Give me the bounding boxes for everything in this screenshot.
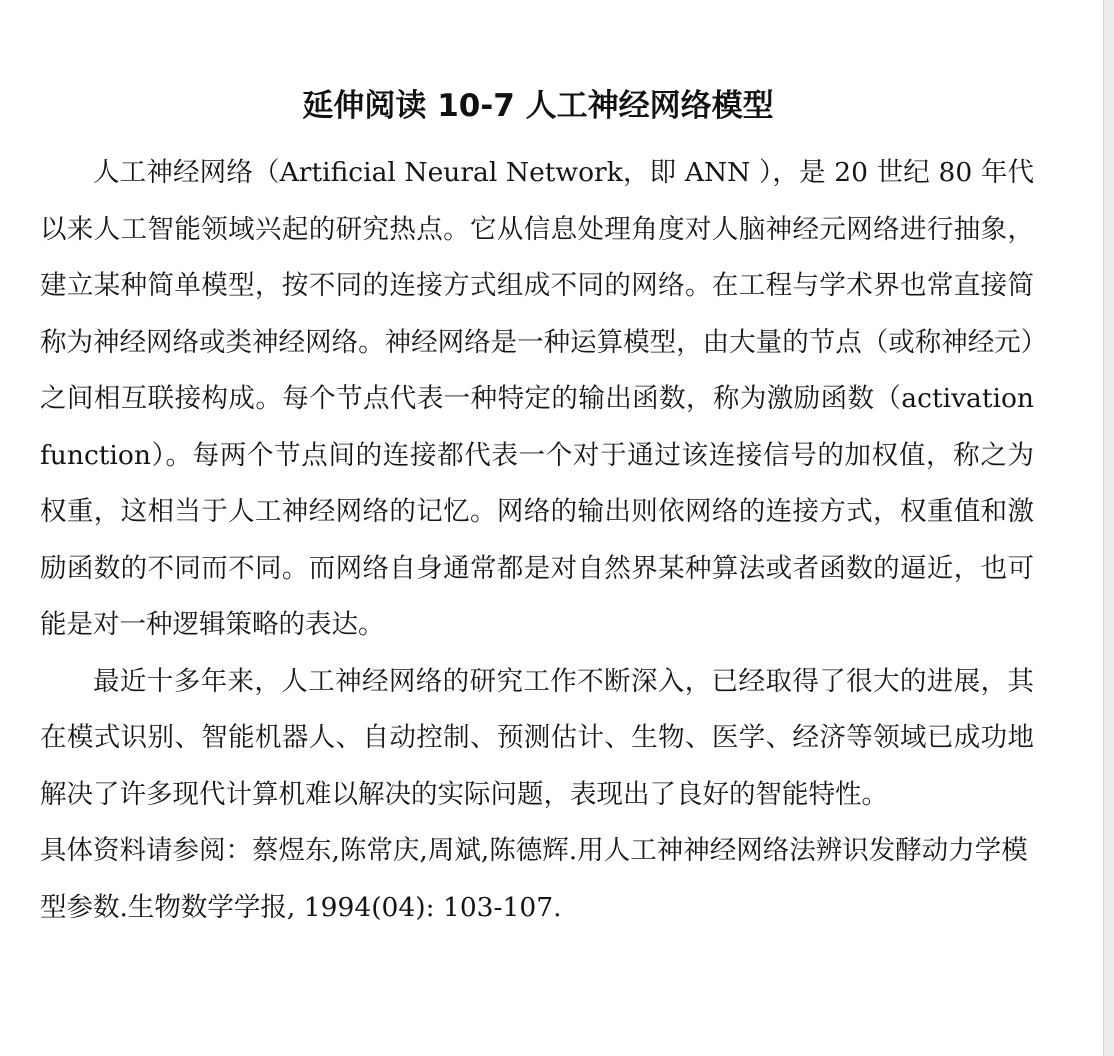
paragraph-ann-definition: 人工神经网络（Artificial Neural Network，即 ANN ），是 20 世纪 80 年代以来人工智能领域兴起的研究热点。它从信息处理角度对人脑神经元网络进行抽象， 建立某种简单模型，按不同的连接方式组成不同的网络。在工程与学术界也常直接简称为神经网络或类神经网络。神经网络是一种运算模型，由大量的节点（或称神经元）之间相互联接构成。每个节点代表一种特定的输出函数，称为激励函数（activation function）。每两个节点间的连接都代表一个对于通过该连接信号的加权值，称之为权重，这相当于人工神经网络的记忆。网络的输出则依网络的连接方式，权重值和激励函数的不同而不同。而网络自身通常都是对自然界某种算法或者函数的逼近，也可能是对一种逻辑策略的表达。 (40, 157, 1034, 640)
reference-citation: 具体资料请参阅：蔡煜东,陈常庆,周斌,陈德辉.用人工神神经网络法辨识发酵动力学模型参数.生物数学学报, 1994(04): 103-107. (40, 835, 1028, 923)
scrollbar-track[interactable] (1103, 0, 1114, 1056)
document-body (40, 145, 1034, 936)
page-title: 延伸阅读 10-7 人工神经网络模型 (302, 88, 774, 124)
paragraph-ann-progress: 最近十多年来，人工神经网络的研究工作不断深入，已经取得了很大的进展，其在模式识别、智能机器人、自动控制、预测估计、生物、医学、经济等领域已成功地解决了许多现代计算机难以解决的实际问题，表现出了良好的智能特性。 (40, 665, 1034, 810)
